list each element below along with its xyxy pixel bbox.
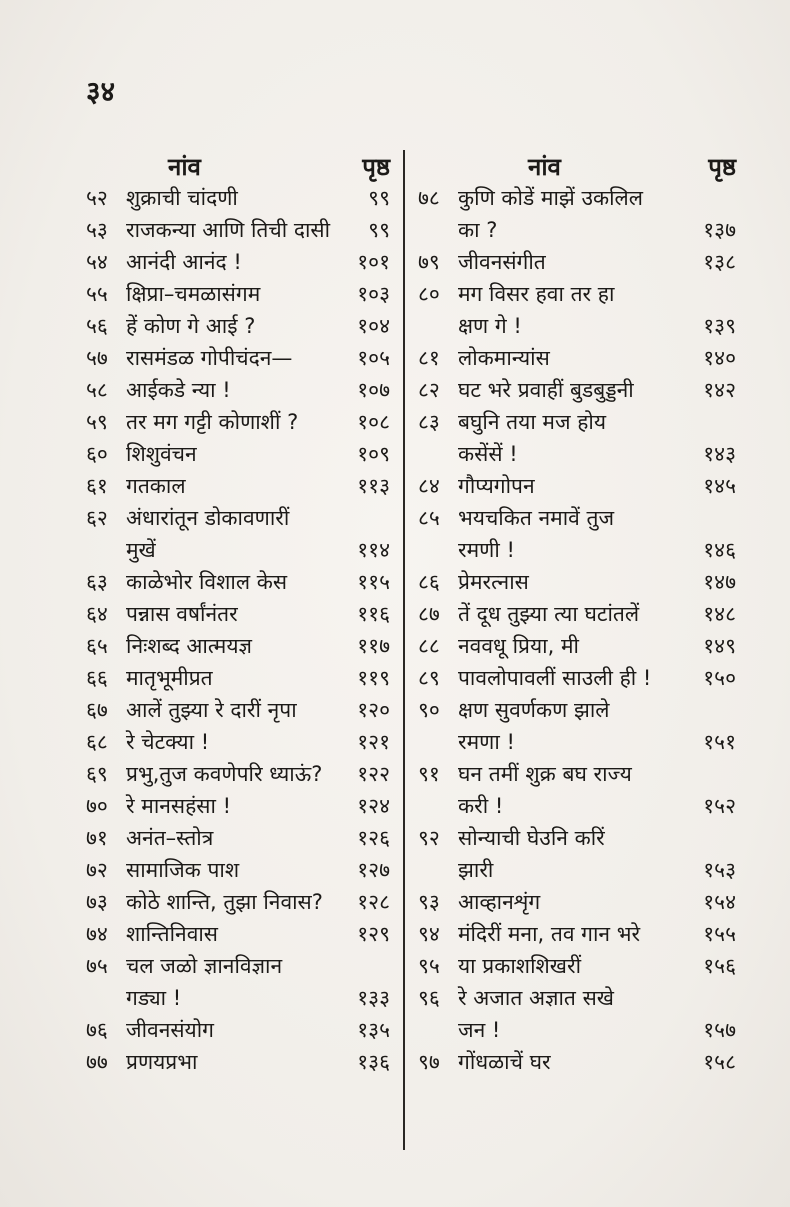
entry-number: ५४ <box>86 250 108 274</box>
entry-page: १२१ <box>357 730 390 754</box>
entry-number: ८४ <box>418 474 440 498</box>
entry-title: पन्नास वर्षांनंतर <box>126 602 238 626</box>
toc-entry <box>86 886 394 918</box>
entry-title: सोन्याची घेउनि करिं <box>458 826 605 850</box>
entry-page: १२० <box>357 698 390 722</box>
entry-page: १३९ <box>703 314 736 338</box>
toc-entry <box>418 246 740 278</box>
entry-title: राजकन्या आणि तिची दासी <box>126 218 331 242</box>
toc-entry <box>86 342 394 374</box>
entry-page: १२९ <box>357 922 390 946</box>
toc-entry <box>418 182 740 246</box>
entry-title: आईकडे न्या ! <box>126 378 231 402</box>
toc-entry <box>86 246 394 278</box>
entry-title: बघुनि तया मज होय <box>458 410 607 434</box>
entry-number: ६६ <box>86 666 108 690</box>
entry-title: काळेभोर विशाल केस <box>126 570 288 594</box>
entry-number: ५७ <box>86 346 108 370</box>
entry-page: १३५ <box>357 1018 390 1042</box>
entry-page: १५० <box>703 666 736 690</box>
entry-number: ६० <box>86 442 108 466</box>
entry-title: लोकमान्यांस <box>458 346 550 370</box>
entry-title: आलें तुझ्या रे दारीं नृपा <box>126 698 297 722</box>
entry-title-continued: क्षण गे ! <box>458 314 522 338</box>
entry-title: रे चेटक्या ! <box>126 730 210 754</box>
toc-entry <box>418 598 740 630</box>
toc-entry <box>86 662 394 694</box>
entry-number: ७७ <box>86 1050 108 1074</box>
entry-page: १२७ <box>357 858 390 882</box>
entry-title: हें कोण गे आई ? <box>126 314 256 338</box>
toc-entry <box>418 342 740 374</box>
entry-title: भयचकित नमावें तुज <box>458 506 615 530</box>
toc-entry <box>418 566 740 598</box>
entry-title: या प्रकाशशिखरीं <box>458 954 582 978</box>
entry-title: क्षिप्रा–चमळासंगम <box>126 282 261 306</box>
entry-number: ७९ <box>418 250 440 274</box>
toc-entry <box>418 662 740 694</box>
entry-page: १४८ <box>703 602 736 626</box>
entry-title: नववधू प्रिया, मी <box>458 634 579 658</box>
entry-page: ९९ <box>368 186 390 210</box>
toc-right-column <box>418 150 740 1078</box>
entry-number: ८० <box>418 282 440 306</box>
entry-number: ७६ <box>86 1018 108 1042</box>
entry-number: ५३ <box>86 218 108 242</box>
entry-title: शान्तिनिवास <box>126 922 219 946</box>
entry-page: १३८ <box>703 250 736 274</box>
toc-entry <box>86 1014 394 1046</box>
entry-title: मातृभूमीप्रत <box>126 666 213 690</box>
entry-title: क्षण सुवर्णकण झाले <box>458 698 610 722</box>
entry-number: ८७ <box>418 602 440 626</box>
entry-title: पावलोपावलीं साउली ही ! <box>458 666 652 690</box>
toc-entry <box>418 374 740 406</box>
toc-entry <box>418 950 740 982</box>
entry-title: प्रणयप्रभा <box>126 1050 198 1074</box>
toc-left-column <box>86 150 394 1078</box>
entry-number: ७३ <box>86 890 108 914</box>
entry-page: १४२ <box>703 378 736 402</box>
entry-page: १०८ <box>357 410 390 434</box>
toc-entry <box>86 214 394 246</box>
toc-entry <box>418 502 740 566</box>
toc-entry <box>418 1046 740 1078</box>
entry-number: ६९ <box>86 762 108 786</box>
toc-entry <box>418 630 740 662</box>
entry-title: आनंदी आनंद ! <box>126 250 242 274</box>
toc-entry <box>86 694 394 726</box>
toc-entry <box>86 726 394 758</box>
entry-title-continued: करी ! <box>458 794 504 818</box>
header-name: नांव <box>528 153 561 181</box>
toc-entry <box>86 502 394 566</box>
entry-title: कुणि कोडें माझें उकलिल <box>458 186 644 210</box>
entry-title: शिशुवंचन <box>126 442 197 466</box>
entry-title: जीवनसंयोग <box>126 1018 214 1042</box>
entry-number: ६४ <box>86 602 108 626</box>
entry-title: गौप्यगोपन <box>458 474 535 498</box>
entry-title: तें दूध तुझ्या त्या घटांतलें <box>458 602 640 626</box>
column-header <box>86 150 394 182</box>
entry-page: १५६ <box>703 954 736 978</box>
entry-number: ८३ <box>418 410 440 434</box>
entry-number: ६३ <box>86 570 108 594</box>
entry-number: ५८ <box>86 378 108 402</box>
entry-number: ५९ <box>86 410 108 434</box>
toc-right-entries <box>418 182 740 1078</box>
entry-page: १५४ <box>703 890 736 914</box>
entry-page: ११९ <box>357 666 390 690</box>
entry-page: १५५ <box>703 922 736 946</box>
entry-title-continued: झारी <box>458 858 494 882</box>
toc-entry <box>86 790 394 822</box>
entry-number: ८६ <box>418 570 440 594</box>
entry-number: ९२ <box>418 826 440 850</box>
entry-number: ६७ <box>86 698 108 722</box>
entry-title: चल जळो ज्ञानविज्ञान <box>126 954 283 978</box>
entry-title: गतकाल <box>126 474 186 498</box>
header-page: पृष्ठ <box>708 153 736 181</box>
entry-number: ७५ <box>86 954 108 978</box>
entry-number: ९६ <box>418 986 440 1010</box>
entry-title: रासमंडळ गोपीचंदन— <box>126 346 293 370</box>
entry-title: रे मानसहंसा ! <box>126 794 231 818</box>
entry-number: ९५ <box>418 954 440 978</box>
toc-entry <box>418 886 740 918</box>
toc-entry <box>86 630 394 662</box>
entry-page: १०९ <box>357 442 390 466</box>
toc-entry <box>86 374 394 406</box>
entry-number: ७८ <box>418 186 440 210</box>
entry-title-continued: का ? <box>458 218 498 242</box>
entry-title: अनंत–स्तोत्र <box>126 826 214 850</box>
entry-title: निःशब्द आत्मयज्ञ <box>126 634 252 658</box>
entry-page: ११४ <box>357 538 390 562</box>
entry-number: ७० <box>86 794 108 818</box>
entry-number: ७४ <box>86 922 108 946</box>
entry-number: ९७ <box>418 1050 440 1074</box>
entry-page: १२२ <box>357 762 390 786</box>
entry-page: १४३ <box>703 442 736 466</box>
entry-title: शुक्राची चांदणी <box>126 186 238 210</box>
entry-title: आव्हानशृंग <box>458 890 541 914</box>
entry-title: मग विसर हवा तर हा <box>458 282 615 306</box>
column-header <box>418 150 740 182</box>
entry-number: ८५ <box>418 506 440 530</box>
entry-page: १२४ <box>357 794 390 818</box>
entry-title: प्रभु,तुज कवणेपरि ध्याऊं? <box>126 762 323 786</box>
entry-page: १०५ <box>357 346 390 370</box>
toc-entry <box>418 406 740 470</box>
page-number: ३४ <box>86 75 116 108</box>
entry-page: १४५ <box>703 474 736 498</box>
entry-page: १४६ <box>703 538 736 562</box>
entry-number: ७२ <box>86 858 108 882</box>
entry-page: ११५ <box>357 570 390 594</box>
entry-page: ९९ <box>368 218 390 242</box>
entry-title-continued: रमणा ! <box>458 730 515 754</box>
entry-page: १३३ <box>357 986 390 1010</box>
entry-page: १०७ <box>357 378 390 402</box>
toc-entry <box>86 278 394 310</box>
entry-page: १५७ <box>703 1018 736 1042</box>
entry-page: १२८ <box>357 890 390 914</box>
entry-title-continued: जन ! <box>458 1018 501 1042</box>
entry-number: ६१ <box>86 474 108 498</box>
toc-entry <box>86 598 394 630</box>
entry-page: १५३ <box>703 858 736 882</box>
entry-title: रे अजात अज्ञात सखे <box>458 986 614 1010</box>
toc-left-entries <box>86 182 394 1078</box>
toc-entry <box>86 950 394 1014</box>
column-divider <box>403 150 405 1150</box>
toc-entry <box>418 470 740 502</box>
header-name: नांव <box>168 153 201 181</box>
entry-number: ९० <box>418 698 440 722</box>
entry-page: १५१ <box>703 730 736 754</box>
entry-number: ५२ <box>86 186 108 210</box>
entry-page: १२६ <box>357 826 390 850</box>
entry-title: कोठे शान्ति, तुझा निवास? <box>126 890 323 914</box>
entry-title-continued: गड्या ! <box>126 986 182 1010</box>
entry-title-continued: रमणी ! <box>458 538 515 562</box>
entry-title: सामाजिक पाश <box>126 858 240 882</box>
entry-title: प्रेमरत्नास <box>458 570 529 594</box>
entry-page: १०३ <box>357 282 390 306</box>
entry-page: १३७ <box>703 218 736 242</box>
header-page: पृष्ठ <box>362 153 390 181</box>
entry-number: ८१ <box>418 346 440 370</box>
entry-number: ८८ <box>418 634 440 658</box>
entry-title-continued: मुखें <box>126 538 156 562</box>
toc-entry <box>418 822 740 886</box>
toc-entry <box>418 982 740 1046</box>
entry-number: ६२ <box>86 506 108 530</box>
entry-title-continued: कसेंसें ! <box>458 442 518 466</box>
entry-number: ५५ <box>86 282 108 306</box>
entry-title: घन तमीं शुक्र बघ राज्य <box>458 762 632 786</box>
toc-entry <box>86 406 394 438</box>
entry-title: घट भरे प्रवाहीं बुडबुड्डनी <box>458 378 634 402</box>
toc-entry <box>86 1046 394 1078</box>
entry-number: ८२ <box>418 378 440 402</box>
entry-title: मंदिरीं मना, तव गान भरे <box>458 922 641 946</box>
entry-number: ६५ <box>86 634 108 658</box>
toc-entry <box>418 694 740 758</box>
entry-page: १४९ <box>703 634 736 658</box>
toc-entry <box>86 470 394 502</box>
entry-number: ९४ <box>418 922 440 946</box>
toc-entry <box>86 854 394 886</box>
entry-page: १०१ <box>357 250 390 274</box>
entry-number: ६८ <box>86 730 108 754</box>
entry-page: १५२ <box>703 794 736 818</box>
entry-page: ११६ <box>357 602 390 626</box>
toc-entry <box>86 566 394 598</box>
entry-page: १४७ <box>703 570 736 594</box>
entry-page: १५८ <box>703 1050 736 1074</box>
toc-entry <box>86 310 394 342</box>
toc-entry <box>86 758 394 790</box>
entry-number: ८९ <box>418 666 440 690</box>
entry-page: ११७ <box>357 634 390 658</box>
toc-entry <box>418 758 740 822</box>
entry-number: ९३ <box>418 890 440 914</box>
entry-title: तर मग गट्टी कोणाशीं ? <box>126 410 299 434</box>
toc-entry <box>86 182 394 214</box>
entry-number: ७१ <box>86 826 108 850</box>
entry-title: जीवनसंगीत <box>458 250 546 274</box>
toc-entry <box>418 278 740 342</box>
entry-number: ५६ <box>86 314 108 338</box>
entry-page: ११३ <box>357 474 390 498</box>
entry-title: गोंधळाचें घर <box>458 1050 551 1074</box>
entry-page: १४० <box>703 346 736 370</box>
toc-entry <box>86 918 394 950</box>
toc-entry <box>86 822 394 854</box>
entry-page: १०४ <box>357 314 390 338</box>
entry-title: अंधारांतून डोकावणारीं <box>126 506 290 530</box>
entry-page: १३६ <box>357 1050 390 1074</box>
toc-entry <box>86 438 394 470</box>
entry-number: ९१ <box>418 762 440 786</box>
toc-entry <box>418 918 740 950</box>
